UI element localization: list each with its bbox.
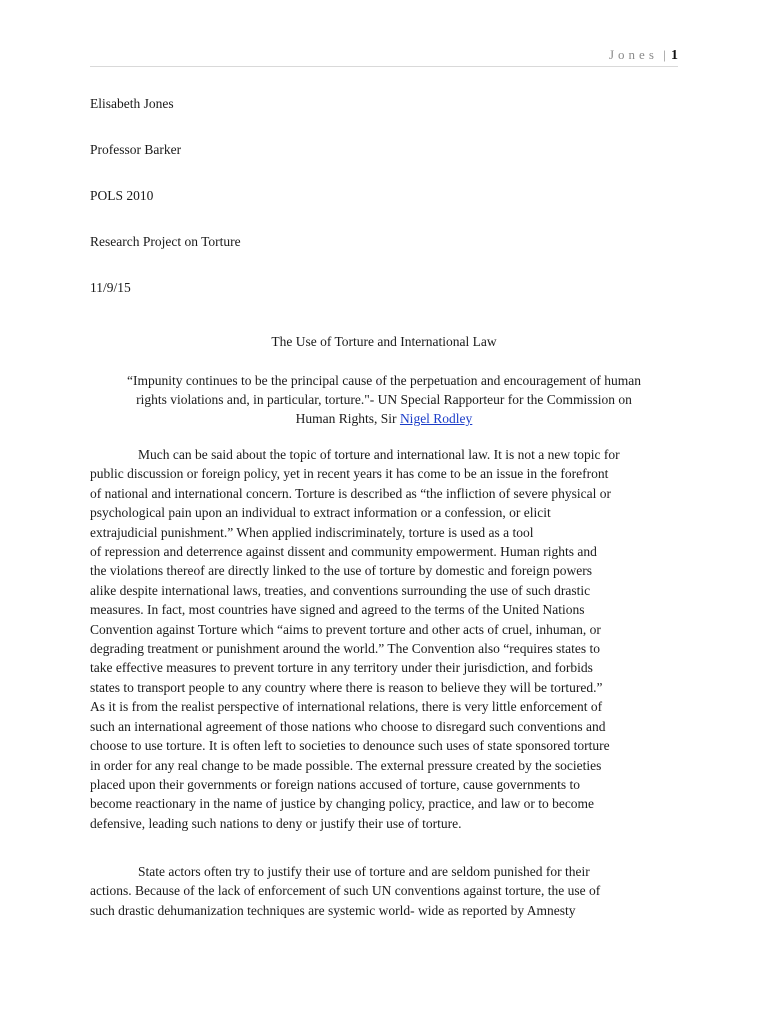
epigraph-line: rights violations and, in particular, torture."- UN Special Rapporteur for the Commission on [136, 392, 632, 407]
paragraph-line: in order for any real change to be made possible. The external pressure created by the societies [90, 757, 602, 773]
paragraph-line: Much can be said about the topic of torture and international law. It is not a new topic for [138, 447, 620, 462]
page-header [90, 47, 678, 65]
paragraph-line: actions. Because of the lack of enforcement of such UN conventions against torture, the use of [90, 883, 601, 899]
paragraph-line: public discussion or foreign policy, yet in recent years it has come to be an issue in the forefront [90, 466, 609, 482]
paragraph-line: alike despite international laws, treaties, and conventions surrounding the use of such drastic [90, 582, 591, 598]
assignment-name: Research Project on Torture [90, 234, 241, 249]
paper-title: The Use of Torture and International Law [271, 334, 497, 349]
epigraph-attribution: Human Rights, Sir [295, 411, 400, 426]
paragraph-line: become reactionary in the name of justice by changing policy, practice, and law or to become [90, 796, 595, 812]
course-name: POLS 2010 [90, 188, 154, 203]
paragraph-line: of repression and deterrence against dissent and community empowerment. Human rights and [90, 544, 597, 560]
paragraph-line: such an international agreement of those nations who choose to disregard such conventions and [90, 718, 606, 734]
paragraph-line: extrajudicial punishment.” When applied indiscriminately, torture is used as a tool [90, 524, 534, 540]
page-number: 1 [671, 48, 678, 63]
epigraph-line [90, 409, 678, 428]
paragraph-line: Convention against Torture which “aims to prevent torture and other acts of cruel, inhuman, or [90, 621, 601, 637]
paragraph-line: State actors often try to justify their use of torture and are seldom punished for their [138, 864, 590, 879]
epigraph-line: “Impunity continues to be the principal cause of the perpetuation and encouragement of human [127, 373, 641, 388]
author-name: Elisabeth Jones [90, 96, 174, 111]
body-paragraph-1 [90, 445, 680, 833]
paragraph-line: defensive, leading such nations to deny or justify their use of torture. [90, 815, 462, 831]
professor-name: Professor Barker [90, 142, 182, 157]
header-rule [90, 66, 678, 67]
paragraph-line: such drastic dehumanization techniques are systemic world- wide as reported by Amnesty [90, 902, 576, 918]
paragraph-line: measures. In fact, most countries have signed and agreed to the terms of the United Nations [90, 602, 585, 618]
paragraph-line: As it is from the realist perspective of international relations, there is very little enforcement of [90, 699, 603, 715]
paragraph-line: placed upon their governments or foreign nations accused of torture, cause governments to [90, 776, 580, 792]
nigel-rodley-link[interactable]: Nigel Rodley [399, 411, 473, 426]
body-paragraph-2 [90, 862, 680, 920]
paragraph-line: of national and international concern. Torture is described as “the infliction of severe physical or [90, 485, 611, 501]
paragraph-line: choose to use torture. It is often left to societies to denounce such uses of state sponsored torture [90, 738, 610, 754]
epigraph [90, 371, 678, 428]
paragraph-line: psychological pain upon an individual to extract information or a confession, or elicit [90, 505, 551, 521]
header-surname: Jones [609, 47, 658, 62]
paper-date: 11/9/15 [90, 280, 131, 295]
paragraph-line: take effective measures to prevent torture in any territory under their jurisdiction, and forbids [90, 660, 593, 676]
paragraph-line: the violations thereof are directly linked to the use of torture by domestic and foreign powers [90, 563, 592, 579]
paragraph-line: degrading treatment or punishment around the world.” The Convention also “requires states to [90, 641, 600, 657]
paragraph-line: states to transport people to any country where there is reason to believe they will be tortured.” [90, 679, 603, 695]
header-separator: | [663, 47, 666, 62]
